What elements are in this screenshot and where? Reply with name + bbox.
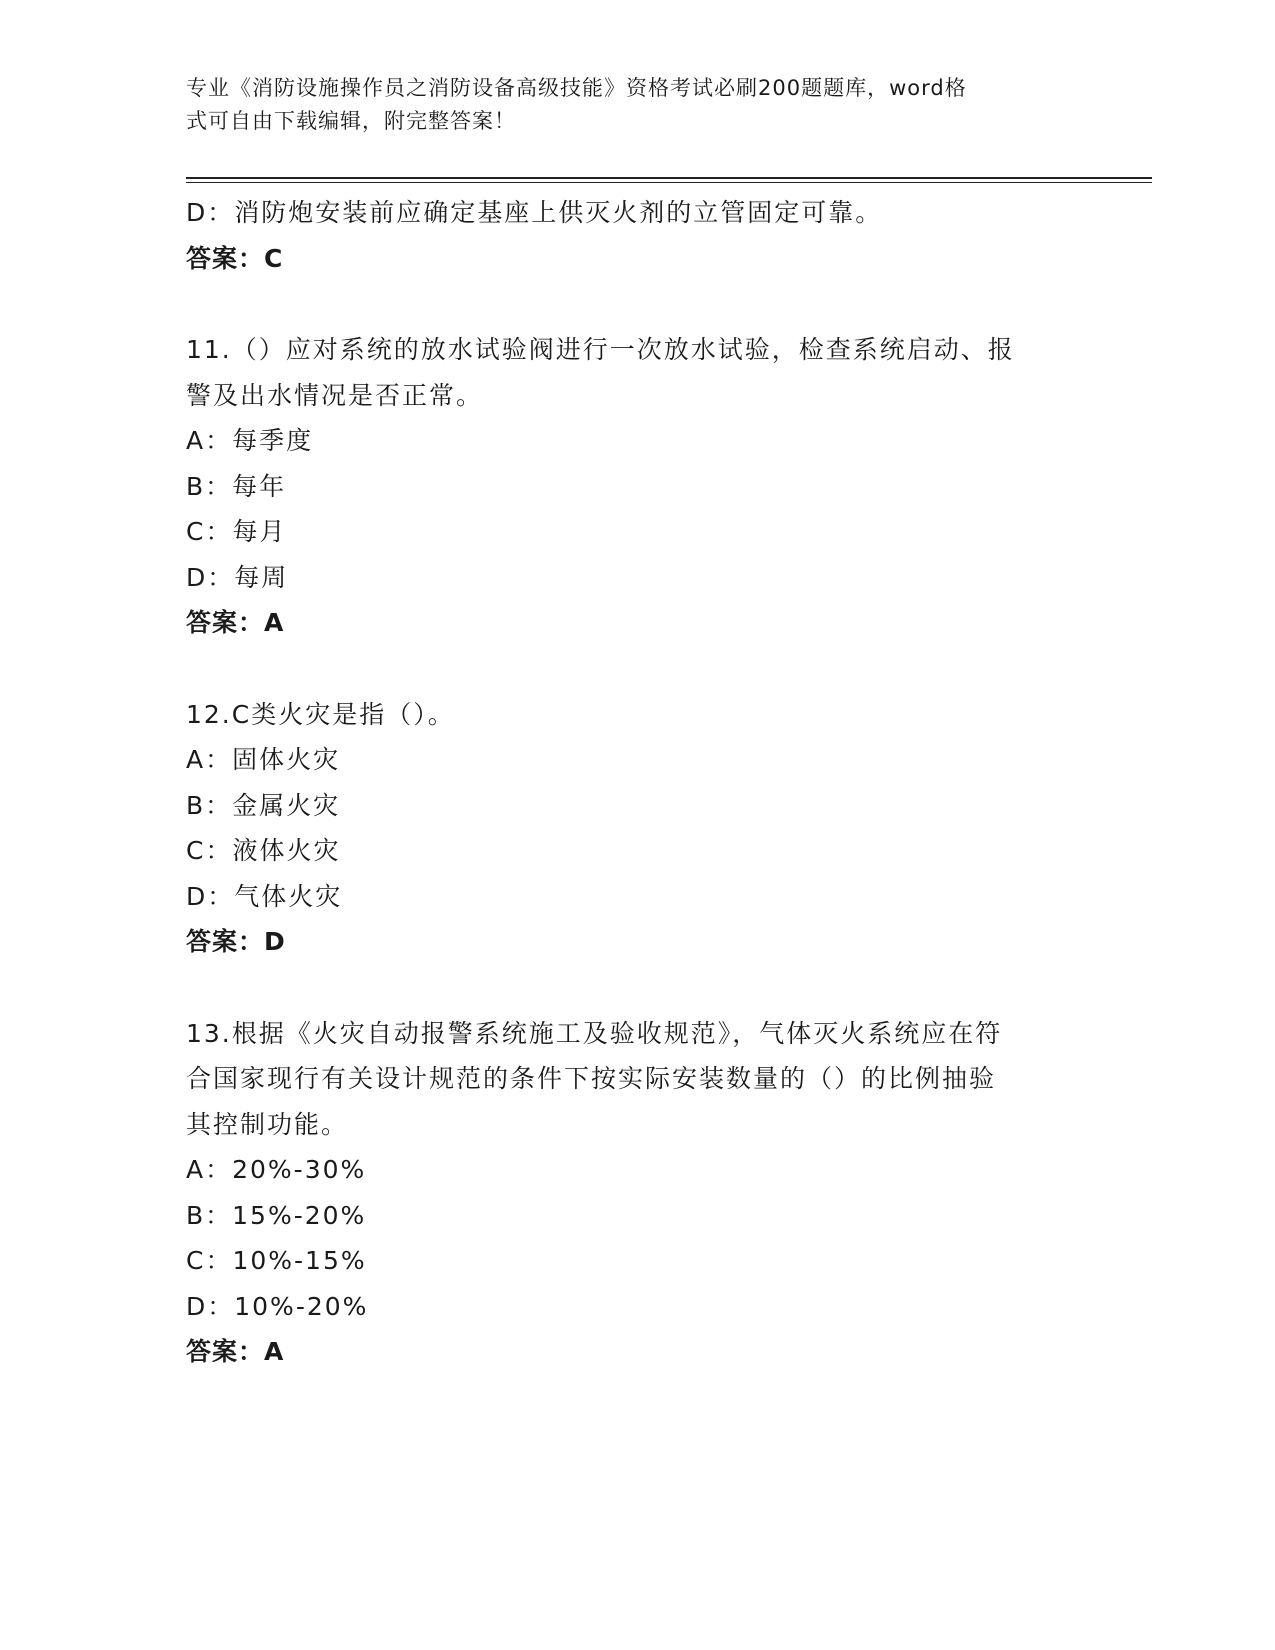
option-c: C：10%-15% <box>186 1246 367 1275</box>
question-text-line: 合国家现行有关设计规范的条件下按实际安装数量的（）的比例抽验 <box>186 1064 997 1093</box>
option-c: C：液体火灾 <box>186 836 341 865</box>
question-text-line: 11.（）应对系统的放水试验阀进行一次放水试验，检查系统启动、报 <box>186 335 1015 364</box>
option-b: B：金属火灾 <box>186 790 341 820</box>
question-12 <box>186 692 1086 965</box>
option-c: C：每月 <box>186 517 287 546</box>
option-a: A：每季度 <box>186 426 314 455</box>
header-line-1: 专业《消防设施操作员之消防设备高级技能》资格考试必刷200题题库，word格 <box>186 76 967 100</box>
answer: 答案：D <box>186 927 286 956</box>
question-text-line: 13.根据《火灾自动报警系统施工及验收规范》，气体灭火系统应在符 <box>186 1018 1003 1048</box>
header-rule-thick <box>186 177 1152 179</box>
prev-option-d: D：消防炮安装前应确定基座上供灭火剂的立管固定可靠。 <box>186 198 883 227</box>
answer: 答案：A <box>186 1337 285 1366</box>
option-a: A：固体火灾 <box>186 745 341 774</box>
spacer <box>186 965 1086 1011</box>
header-rule-thin <box>186 182 1152 183</box>
question-text-line: 其控制功能。 <box>186 1109 349 1139</box>
question-list <box>186 190 1086 1375</box>
option-b: B：15%-20% <box>186 1200 367 1230</box>
answer: 答案：A <box>186 608 285 637</box>
question-11 <box>186 327 1086 646</box>
option-d: D：10%-20% <box>186 1291 369 1321</box>
spacer <box>186 646 1086 692</box>
option-a: A：20%-30% <box>186 1155 367 1184</box>
question-13 <box>186 1011 1086 1375</box>
option-b: B：每年 <box>186 471 287 501</box>
prev-answer: 答案：C <box>186 243 284 273</box>
document-header <box>186 72 1066 138</box>
header-line-2: 式可自由下载编辑，附完整答案！ <box>186 109 516 133</box>
option-d: D：每周 <box>186 562 289 592</box>
question-text-line: 警及出水情况是否正常。 <box>186 380 484 410</box>
spacer <box>186 281 1086 327</box>
question-text-line: 12.C类火灾是指（）。 <box>186 699 455 729</box>
option-d: D：气体火灾 <box>186 881 343 911</box>
